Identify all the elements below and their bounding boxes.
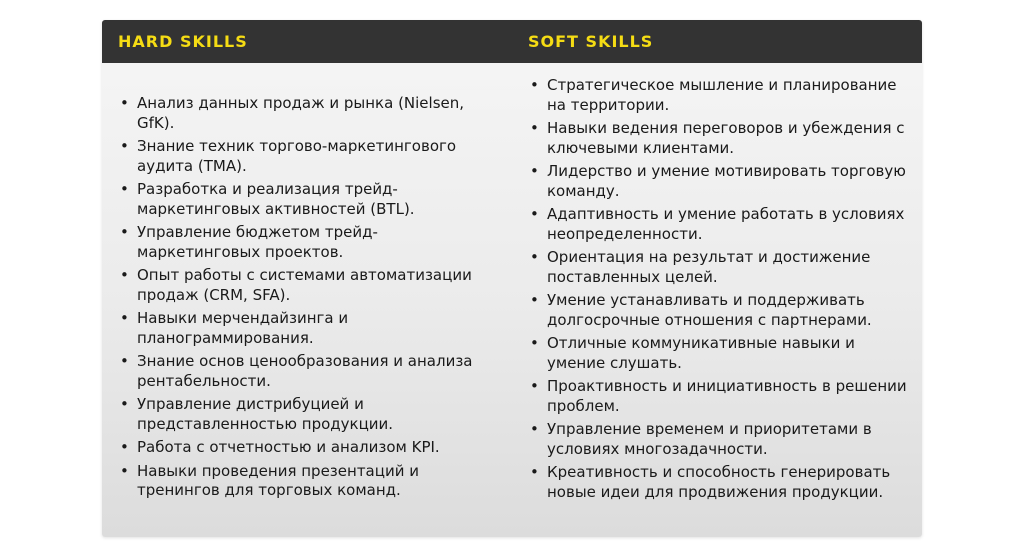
list-item-text: Ориентация на результат и достижение поставленных целей.: [547, 248, 871, 286]
bullet-icon: •: [530, 248, 539, 266]
bullet-icon: •: [530, 162, 539, 180]
bullet-icon: •: [530, 377, 539, 395]
list-item: [118, 352, 498, 391]
list-item: [528, 248, 908, 287]
list-item: [528, 205, 908, 244]
list-item: [528, 463, 908, 502]
bullet-icon: •: [530, 463, 539, 481]
list-item-text: Работа с отчетностью и анализом KPI.: [137, 438, 440, 456]
list-item-text: Адаптивность и умение работать в условиях неопределенности.: [547, 205, 905, 243]
list-item: [118, 94, 498, 133]
list-item-text: Навыки ведения переговоров и убеждения с ключевыми клиентами.: [547, 119, 905, 157]
list-item: [118, 266, 498, 305]
bullet-icon: •: [120, 137, 129, 155]
list-item-text: Отличные коммуникативные навыки и умение слушать.: [547, 334, 855, 372]
list-item: [118, 462, 498, 501]
list-item: [528, 334, 908, 373]
list-item-text: Стратегическое мышление и планирование на территории.: [547, 76, 897, 114]
bullet-icon: •: [530, 76, 539, 94]
bullet-icon: •: [530, 205, 539, 223]
bullet-icon: •: [120, 352, 129, 370]
soft-skills-list: [528, 76, 908, 506]
list-item: [118, 438, 498, 458]
list-item-text: Навыки мерчендайзинга и планограммирования.: [137, 309, 349, 347]
hard-skills-heading: HARD SKILLS: [118, 32, 248, 51]
list-item-text: Лидерство и умение мотивировать торговую команду.: [547, 162, 906, 200]
list-item-text: Умение устанавливать и поддерживать долгосрочные отношения с партнерами.: [547, 291, 872, 329]
list-item-text: Управление дистрибуцией и представленностью продукции.: [137, 395, 394, 433]
bullet-icon: •: [530, 334, 539, 352]
list-item-text: Анализ данных продаж и рынка (Nielsen, GfK).: [137, 94, 465, 132]
list-item-text: Креативность и способность генерировать новые идеи для продвижения продукции.: [547, 463, 891, 501]
list-item-text: Знание основ ценообразования и анализа рентабельности.: [137, 352, 473, 390]
list-item-text: Знание техник торгово-маркетингового аудита (TMA).: [137, 137, 457, 175]
bullet-icon: •: [120, 461, 129, 480]
list-item: [528, 377, 908, 416]
list-item: [118, 223, 498, 262]
bullet-icon: •: [530, 119, 539, 137]
list-item: [528, 119, 908, 158]
list-item-text: Опыт работы с системами автоматизации продаж (CRM, SFA).: [137, 266, 472, 304]
bullet-icon: •: [120, 309, 129, 327]
bullet-icon: •: [120, 438, 129, 456]
hard-skills-list: [118, 94, 498, 505]
list-item: [528, 420, 908, 459]
skills-table: [102, 20, 922, 537]
list-item-text: Проактивность и инициативность в решении проблем.: [547, 377, 907, 415]
list-item: [118, 395, 498, 434]
soft-skills-heading: SOFT SKILLS: [528, 32, 654, 51]
list-item: [528, 162, 908, 201]
bullet-icon: •: [530, 291, 539, 309]
list-item-text: Навыки проведения презентаций и тренингов для торговых команд.: [137, 461, 419, 499]
table-header: [102, 20, 922, 63]
bullet-icon: •: [120, 223, 129, 241]
bullet-icon: •: [120, 94, 129, 112]
list-item: [118, 180, 498, 219]
list-item-text: Управление временем и приоритетами в условиях многозадачности.: [547, 420, 872, 458]
bullet-icon: •: [120, 266, 129, 284]
list-item: [528, 76, 908, 115]
list-item-text: Разработка и реализация трейд-маркетинговых активностей (BTL).: [137, 180, 415, 218]
list-item-text: Управление бюджетом трейд-маркетинговых проектов.: [137, 223, 378, 261]
list-item: [118, 309, 498, 348]
bullet-icon: •: [120, 180, 129, 198]
bullet-icon: •: [120, 395, 129, 413]
list-item: [118, 137, 498, 176]
bullet-icon: •: [530, 420, 539, 438]
list-item: [528, 291, 908, 330]
